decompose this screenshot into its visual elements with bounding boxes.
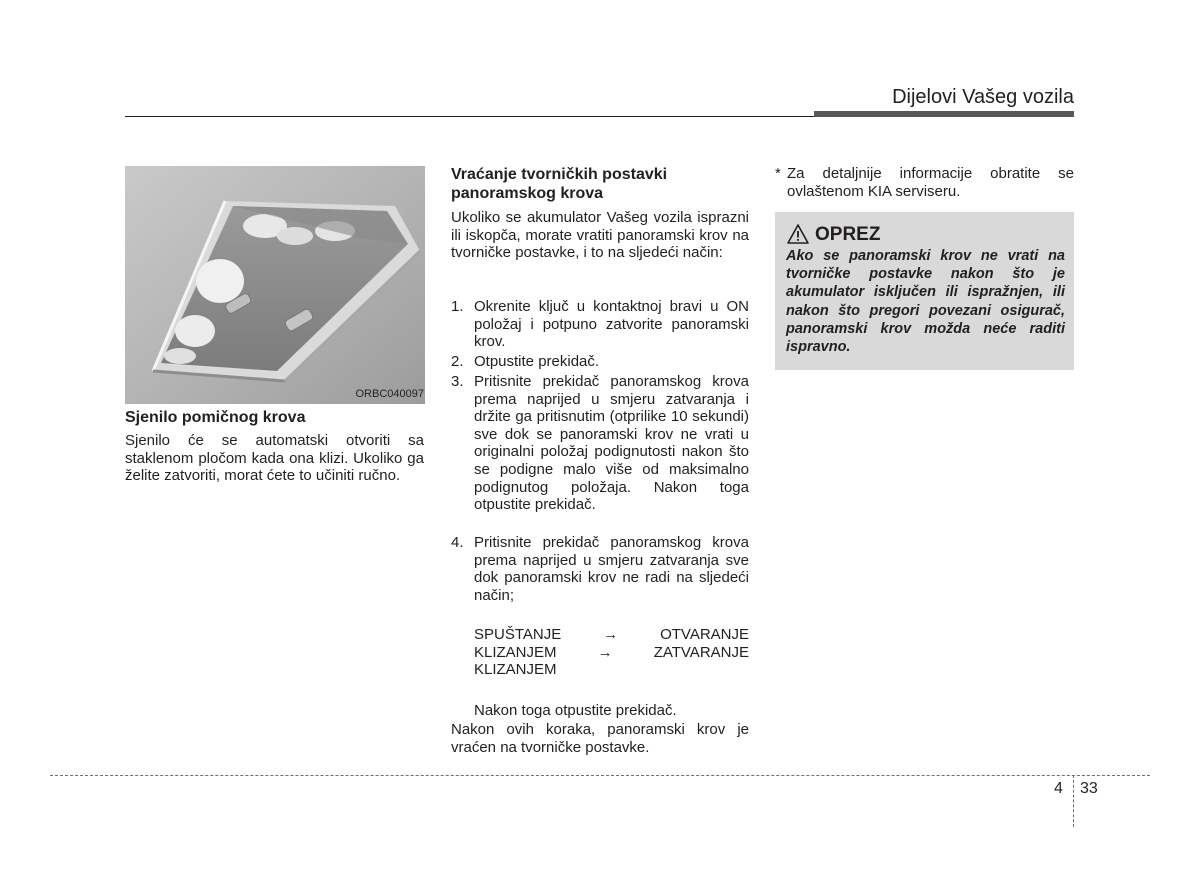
image-code: ORBC040097: [355, 388, 424, 400]
header-rule-accent: [814, 111, 1074, 117]
step-item: [451, 534, 749, 606]
step-item: [451, 298, 749, 352]
final-text: Nakon ovih koraka, panoramski krov je vraćen na tvorničke postavke.: [451, 721, 749, 756]
sequence-item: OTVARANJE: [660, 626, 749, 643]
page-number: 33: [1080, 780, 1098, 797]
section-heading-sunshade: Sjenilo pomičnog krova: [125, 409, 306, 426]
step-number: 2.: [451, 353, 464, 370]
step-number: 1.: [451, 298, 464, 315]
note-text: Za detaljnije informacije obratite se ovlaštenom KIA serviseru.: [787, 165, 1074, 200]
arrow-icon: →: [597, 643, 613, 661]
step-text: Otpustite prekidač.: [474, 353, 600, 370]
release-text: Nakon toga otpustite prekidač.: [474, 702, 677, 719]
step-text: Okrenite ključ u kontaktnoj bravi u ON položaj i potpuno zatvorite panoramski krov.: [474, 298, 749, 351]
sequence-item: ZATVARANJE: [653, 643, 749, 661]
sunroof-illustration: [125, 166, 425, 404]
footer-rule: [50, 775, 1150, 776]
reset-intro-text: Ukoliko se akumulator Vašeg vozila isprazni ili iskopča, morate vratiti panoramski krov na tvorničke postavke, i to na sljedeći način:: [451, 209, 749, 262]
sequence-item: KLIZANJEM: [474, 643, 557, 661]
page-header-title: Dijelovi Vašeg vozila: [892, 86, 1074, 108]
step-number: 3.: [451, 373, 464, 390]
sunshade-body-text: Sjenilo će se automatski otvoriti sa staklenom pločom kada ona klizi. Ukoliko ga želite zatvoriti, morat ćete to učiniti ručno.: [125, 432, 424, 485]
section-heading-reset: Vraćanje tvorničkih postavki panoramskog krova: [451, 166, 668, 202]
arrow-icon: →: [603, 626, 619, 643]
caution-title: OPREZ: [815, 224, 881, 245]
caution-text: Ako se panoramski krov ne vrati na tvorničke postavke nakon što je akumulator isključen ili ispražnjen, ili nakon što pregori povezani osigurač, panoramski krov možda neće raditi ispravno.: [786, 248, 1065, 356]
step-item: [451, 353, 749, 371]
sequence-item: SPUŠTANJE: [474, 626, 562, 643]
step-text: Pritisnite prekidač panoramskog krova prema naprijed u smjeru zatvaranja sve dok panoramski krov ne radi na sljedeći način;: [474, 534, 749, 604]
chapter-number: 4: [1054, 780, 1063, 797]
service-note: [775, 165, 1074, 205]
sequence-item: KLIZANJEM: [474, 661, 557, 679]
step-number: 4.: [451, 534, 464, 551]
step-text: Pritisnite prekidač panoramskog krova prema naprijed u smjeru zatvaranja i držite ga pritisnutim (otprilike 10 sekundi) sve dok se panoramski krov ne vrati u originalni položaj podignutosti nakon što se podigne malo više od maksimalno podignutog položaja. Nakon toga otpustite prekidač.: [474, 373, 749, 514]
warning-triangle-icon: [787, 224, 809, 244]
sequence-block: [474, 626, 749, 679]
header-rule: [125, 116, 815, 117]
note-asterisk: *: [775, 165, 781, 182]
footer-divider: [1073, 775, 1074, 827]
step-item: [451, 373, 749, 533]
